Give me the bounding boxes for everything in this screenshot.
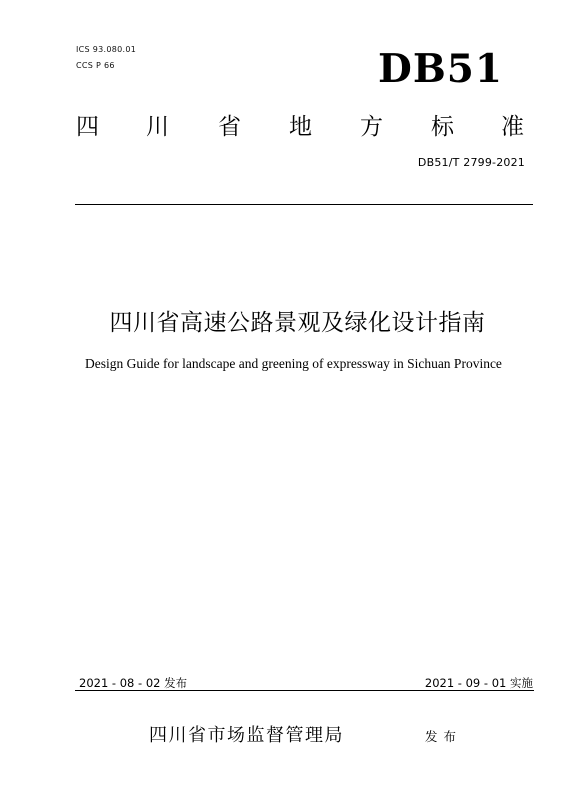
standard-type-char: 地 — [289, 114, 312, 140]
footer-divider — [75, 690, 534, 691]
implementation-date: 2021 - 09 - 01 实施 — [424, 676, 533, 690]
standard-type-char: 川 — [146, 114, 169, 140]
standard-type-char: 标 — [431, 114, 454, 140]
standard-type-char: 四 — [76, 114, 99, 140]
standard-type-char: 准 — [501, 114, 524, 140]
header-divider — [75, 204, 533, 205]
standard-type-char: 方 — [360, 114, 383, 140]
standard-type-title — [0, 112, 587, 142]
standard-number: DB51/T 2799-2021 — [417, 156, 525, 169]
standard-type-char: 省 — [218, 114, 241, 140]
document-title-cn: 四川省高速公路景观及绿化设计指南 — [109, 310, 486, 336]
document-title-en: Design Guide for landscape and greening of expressway in Sichuan Province — [85, 356, 502, 371]
ics-code: ICS 93.080.01 — [76, 45, 137, 54]
standard-mark: DB51 — [378, 46, 504, 92]
publish-date: 2021 - 08 - 02 发布 — [79, 676, 188, 690]
issue-label: 发布 — [425, 729, 463, 744]
ccs-code: CCS P 66 — [76, 61, 115, 70]
issuing-authority: 四川省市场监督管理局 — [149, 725, 344, 746]
